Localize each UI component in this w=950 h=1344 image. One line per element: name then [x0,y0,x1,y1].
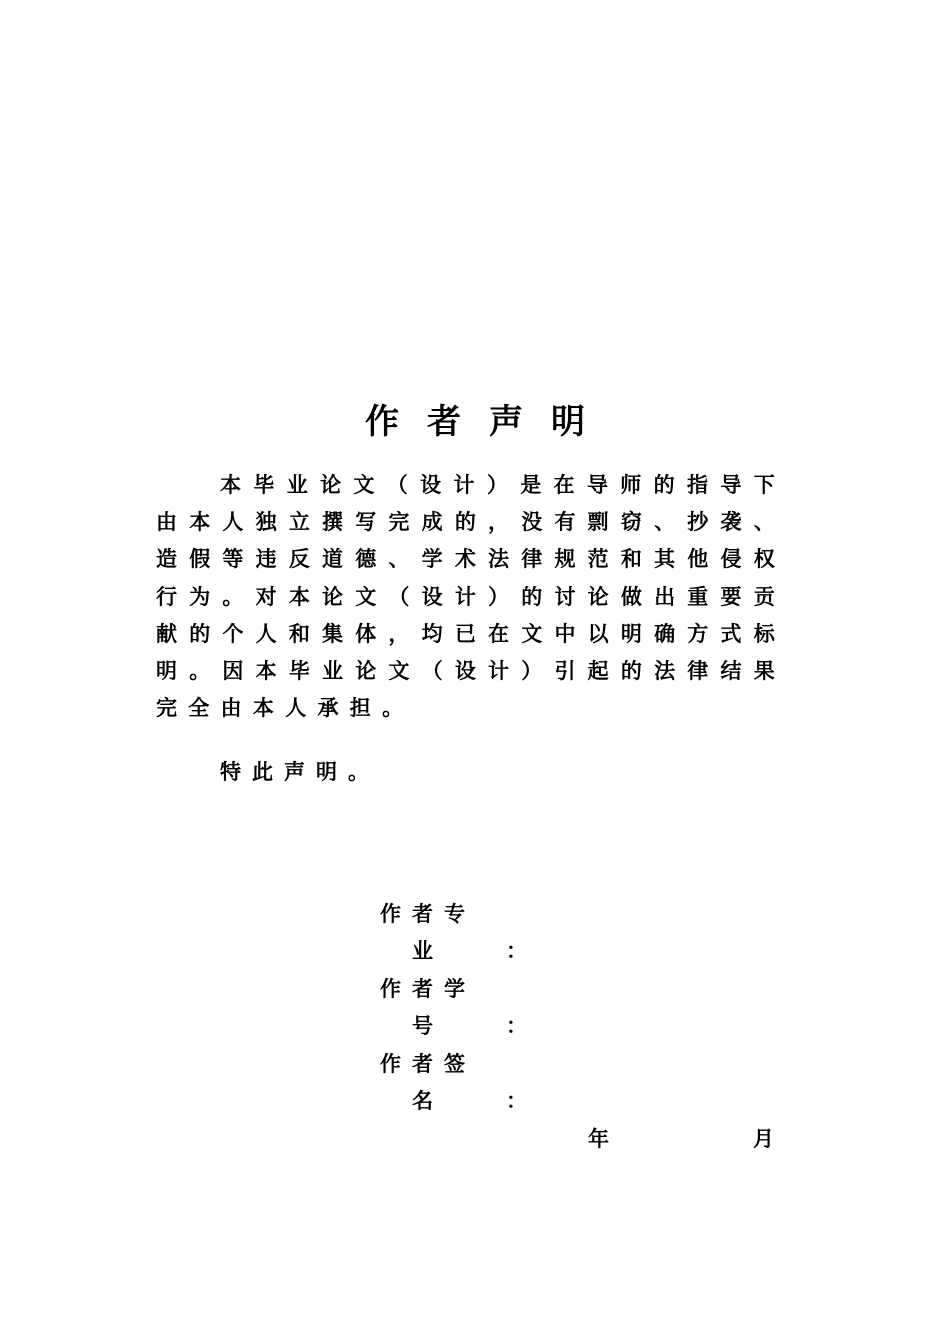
author-student-id-label [380,971,476,1045]
author-major-label-line2: 业 [412,939,444,963]
author-signature-label [380,1046,476,1120]
author-student-id-colon: ： [506,1014,527,1038]
author-signature-label-line1: 作者签 [380,1052,476,1076]
declaration-body: 本毕业论文（设计）是在导师的指导下由本人独立撰写完成的，没有剽窃、抄袭、造假等违反道德、学术法律规范和其他侵权行为。对本论文（设计）的讨论做出重要贡献的个人和集体，均已在文中以明确方式标明。因本毕业论文（设计）引起的法律结果完全由本人承担。 [156,473,786,721]
author-student-id-label-line1: 作者学 [380,977,476,1001]
date-month-label: 月 [753,1127,774,1151]
author-student-id-label-line2: 号 [412,1014,444,1038]
declaration-closing: 特此声明。 [220,760,380,784]
author-signature-colon: ： [506,1089,527,1113]
author-major-label [380,896,476,970]
page-title: 作者声明 [365,402,613,442]
date-year-label: 年 [588,1127,609,1151]
author-major-colon: ： [506,939,527,963]
author-signature-label-line2: 名 [412,1089,444,1113]
author-major-label-line1: 作者专 [380,902,476,926]
